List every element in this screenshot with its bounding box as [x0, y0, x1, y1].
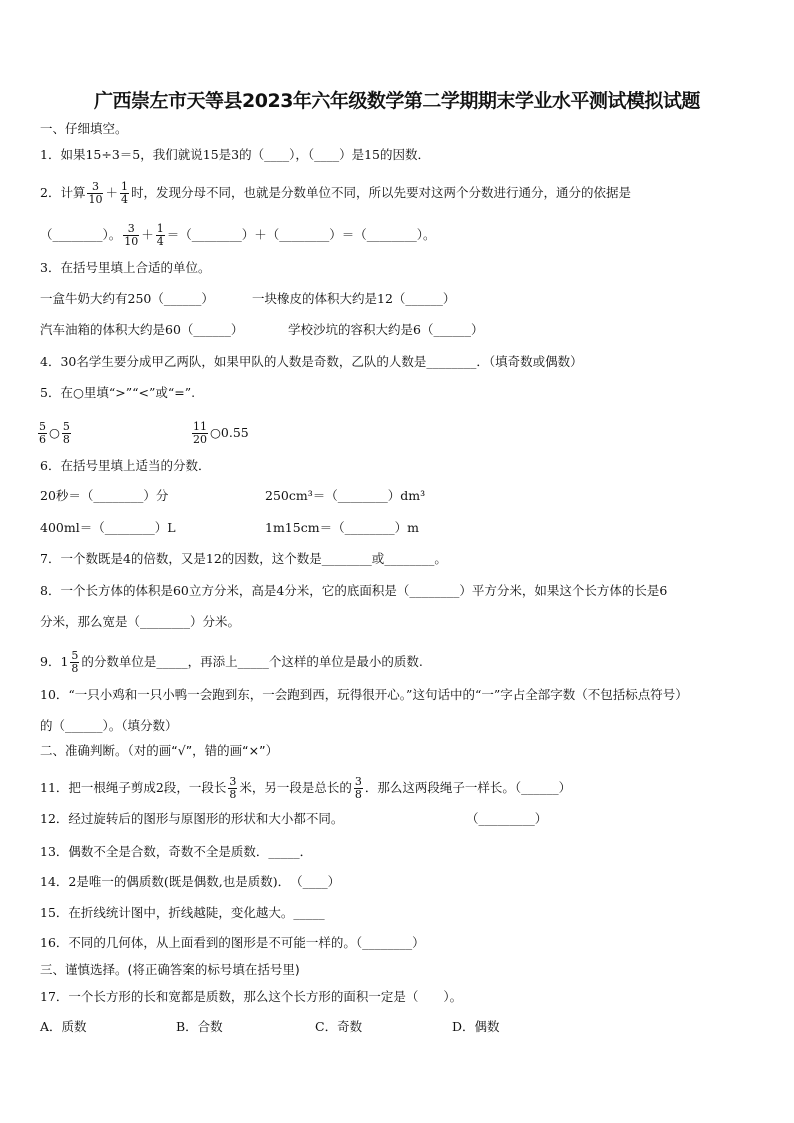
question-6d: 1m15cm＝（________）m — [265, 520, 419, 535]
fraction: $\frac{3}{10}$ — [124, 222, 139, 248]
fraction: $\frac{5}{8}$ — [71, 649, 79, 675]
section-2-heading: 二、准确判断。（对的画“√”，错的画“×”） — [40, 743, 279, 758]
fraction: $\frac{5}{6}$ — [39, 420, 46, 446]
question-17: 17．一个长方形的长和宽都是质数，那么这个长方形的面积一定是（ ）。 — [40, 989, 463, 1004]
question-3b: 一块橡皮的体积大约是12（______） — [252, 291, 456, 306]
page-title: 广西崇左市天等县2023年六年级数学第二学期期末学业水平测试模拟试题 — [94, 90, 700, 112]
q17-option-b: B．合数 — [176, 1019, 223, 1034]
question-13: 13．偶数不全是合数，奇数不全是质数．_____． — [40, 844, 313, 859]
section-3-heading: 三、谨慎选择。(将正确答案的标号填在括号里) — [40, 962, 300, 977]
question-6b: 250cm³＝（________）dm³ — [265, 488, 426, 503]
question-6a: 20秒＝（________）分 — [40, 488, 169, 503]
question-3c: 汽车油箱的体积大约是60（______） — [40, 322, 244, 337]
fraction: $\frac{1}{4}$ — [120, 180, 128, 206]
q17-option-a: A．质数 — [40, 1019, 87, 1034]
question-3-heading: 3．在括号里填上合适的单位。 — [40, 260, 211, 275]
mixed-number: 1 $\frac{5}{8}$ — [60, 649, 79, 675]
q17-option-c: C．奇数 — [315, 1019, 363, 1034]
question-11: 11．把一根绳子剪成2段，一段长 $\frac{3}{8}$ 米，另一段是总长的 $\frac{3}{8}$ ．那么这两段绳子一样长。（______） — [40, 775, 572, 801]
question-7: 7．一个数既是4的倍数，又是12的因数，这个数是________或________。 — [40, 551, 447, 566]
question-5a: $\frac{5}{6}$ ○ $\frac{5}{8}$ — [39, 420, 70, 446]
question-5-heading: 5．在○里填“>”“<”或“=”. — [40, 385, 196, 400]
question-1: 1．如果15÷3＝5，我们就说15是3的（____），（____）是15的因数． — [40, 147, 431, 162]
q17-option-d: D．偶数 — [452, 1019, 500, 1034]
question-2-line-1: 2．计算 $\frac{3}{10}$ ＋ $\frac{1}{4}$ 时，发现分母不同，也就是分数单位不同，所以先要对这两个分数进行通分，通分的依据是 — [40, 180, 631, 206]
section-1-heading: 一、仔细填空。 — [40, 121, 128, 136]
question-9: 9．1 $\frac{5}{8}$ 的分数单位是_____，再添上_____个这样的单位是最小的质数. — [40, 649, 423, 675]
fraction: $\frac{5}{8}$ — [62, 420, 70, 446]
question-12-answer: （_________） — [466, 811, 548, 826]
q2-prefix: 2．计算 — [40, 185, 86, 200]
question-4: 4．30名学生要分成甲乙两队，如果甲队的人数是奇数，乙队的人数是________．（填奇数或偶数） — [40, 354, 583, 369]
question-14: 14．2是唯一的偶质数(既是偶数,也是质数)． （____） — [40, 874, 341, 889]
question-5b: $\frac{11}{20}$ ○0.55 — [193, 420, 249, 446]
question-15: 15．在折线统计图中，折线越陡，变化越大。_____ — [40, 905, 325, 920]
question-12: 12．经过旋转后的图形与原图形的形状和大小都不同。 — [40, 811, 344, 826]
question-2-line-2: （________）。 $\frac{3}{10}$ ＋ $\frac{1}{4}$ ＝（________）＋（________）＝（________）。 — [40, 222, 436, 248]
question-8-line-1: 8．一个长方体的体积是60立方分米，高是4分米，它的底面积是（________）平方分米，如果这个长方体的长是6 — [40, 583, 668, 598]
fraction: $\frac{11}{20}$ — [193, 420, 207, 446]
question-8-line-2: 分米，那么宽是（________）分米。 — [40, 614, 241, 629]
fraction: $\frac{3}{8}$ — [354, 775, 362, 801]
question-6-heading: 6．在括号里填上适当的分数． — [40, 458, 211, 473]
fraction: $\frac{3}{10}$ — [88, 180, 103, 206]
fraction: $\frac{3}{8}$ — [229, 775, 237, 801]
question-16: 16．不同的几何体，从上面看到的图形是不可能一样的。（________） — [40, 935, 425, 950]
fraction: $\frac{1}{4}$ — [156, 222, 164, 248]
question-3a: 一盒牛奶大约有250（______） — [40, 291, 214, 306]
q2-suffix: 时，发现分母不同，也就是分数单位不同，所以先要对这两个分数进行通分，通分的依据是 — [130, 185, 631, 200]
question-3d: 学校沙坑的容积大约是6（______） — [288, 322, 484, 337]
question-10-line-1: 10．“一只小鸡和一只小鸭一会跑到东，一会跑到西，玩得很开心。”这句话中的“一”字占全部字数（不包括标点符号） — [40, 687, 688, 702]
question-10-line-2: 的（______）。（填分数） — [40, 718, 178, 733]
question-6c: 400ml＝（________）L — [40, 520, 176, 535]
